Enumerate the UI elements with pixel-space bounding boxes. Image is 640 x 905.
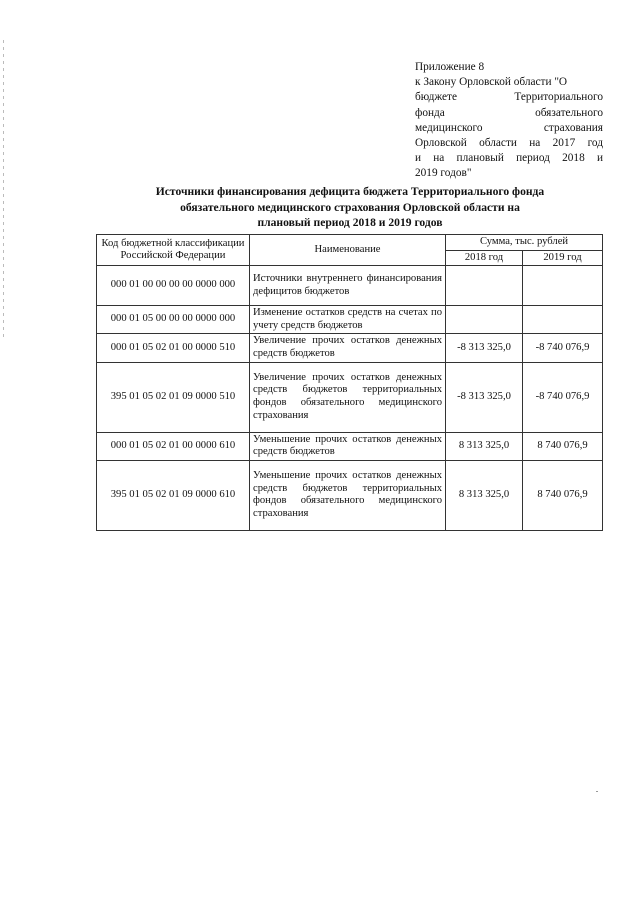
row-value-2019: 8 740 076,9 <box>523 432 603 460</box>
appendix-line: медицинского страхования <box>415 121 603 134</box>
document-title <box>100 184 600 231</box>
appendix-line: фонда обязательного <box>415 106 603 119</box>
table-row <box>97 334 603 362</box>
row-value-2018 <box>446 306 523 334</box>
scan-edge-mark <box>3 40 4 340</box>
header-year-2018: 2018 год <box>446 250 523 266</box>
appendix-line: Приложение 8 <box>415 61 485 73</box>
row-code: 395 01 05 02 01 09 0000 510 <box>97 362 250 432</box>
table-header-row <box>97 235 603 251</box>
header-code: Код бюджетной классификации Российской Федерации <box>97 235 250 266</box>
title-line: плановый период 2018 и 2019 годов <box>257 216 443 229</box>
row-value-2019: -8 740 076,9 <box>523 362 603 432</box>
row-value-2019: -8 740 076,9 <box>523 334 603 362</box>
table-row <box>97 306 603 334</box>
appendix-line: Орловской области на 2017 год <box>415 137 603 150</box>
row-value-2018: -8 313 325,0 <box>446 362 523 432</box>
row-value-2018 <box>446 266 523 306</box>
scan-dot-mark <box>596 791 598 792</box>
row-value-2018: 8 313 325,0 <box>446 460 523 530</box>
table-row <box>97 362 603 432</box>
header-year-2019: 2019 год <box>523 250 603 266</box>
header-sum: Сумма, тыс. рублей <box>446 235 603 251</box>
row-name: Увеличение прочих остатков денежных средств бюджетов территориальных фондов обязательного медицинского страхования <box>250 362 446 432</box>
financing-sources-table <box>96 234 603 531</box>
row-name: Уменьшение прочих остатков денежных средств бюджетов территориальных фондов обязательного медицинского страхования <box>250 460 446 530</box>
row-value-2019 <box>523 266 603 306</box>
row-name: Увеличение прочих остатков денежных средств бюджетов <box>250 334 446 362</box>
title-line: Источники финансирования дефицита бюджета Территориального фонда <box>155 185 545 198</box>
row-name: Уменьшение прочих остатков денежных средств бюджетов <box>250 432 446 460</box>
table-row <box>97 266 603 306</box>
row-value-2019: 8 740 076,9 <box>523 460 603 530</box>
row-name: Изменение остатков средств на счетах по учету средств бюджетов <box>250 306 446 334</box>
row-value-2018: 8 313 325,0 <box>446 432 523 460</box>
row-name: Источники внутреннего финансирования дефицитов бюджетов <box>250 266 446 306</box>
row-code: 000 01 05 02 01 00 0000 510 <box>97 334 250 362</box>
row-code: 395 01 05 02 01 09 0000 610 <box>97 460 250 530</box>
row-value-2018: -8 313 325,0 <box>446 334 523 362</box>
appendix-line: бюджете Территориального <box>415 91 603 104</box>
header-name: Наименование <box>250 235 446 266</box>
row-code: 000 01 00 00 00 00 0000 000 <box>97 266 250 306</box>
table-row <box>97 432 603 460</box>
table-row <box>97 460 603 530</box>
appendix-line: и на плановый период 2018 и <box>415 152 603 165</box>
row-code: 000 01 05 00 00 00 0000 000 <box>97 306 250 334</box>
title-line: обязательного медицинского страхования Орловской области на <box>180 200 520 214</box>
row-code: 000 01 05 02 01 00 0000 610 <box>97 432 250 460</box>
appendix-line: к Закону Орловской области "О <box>415 76 568 89</box>
appendix-note <box>415 60 603 182</box>
row-value-2019 <box>523 306 603 334</box>
appendix-line: 2019 годов" <box>415 167 472 180</box>
